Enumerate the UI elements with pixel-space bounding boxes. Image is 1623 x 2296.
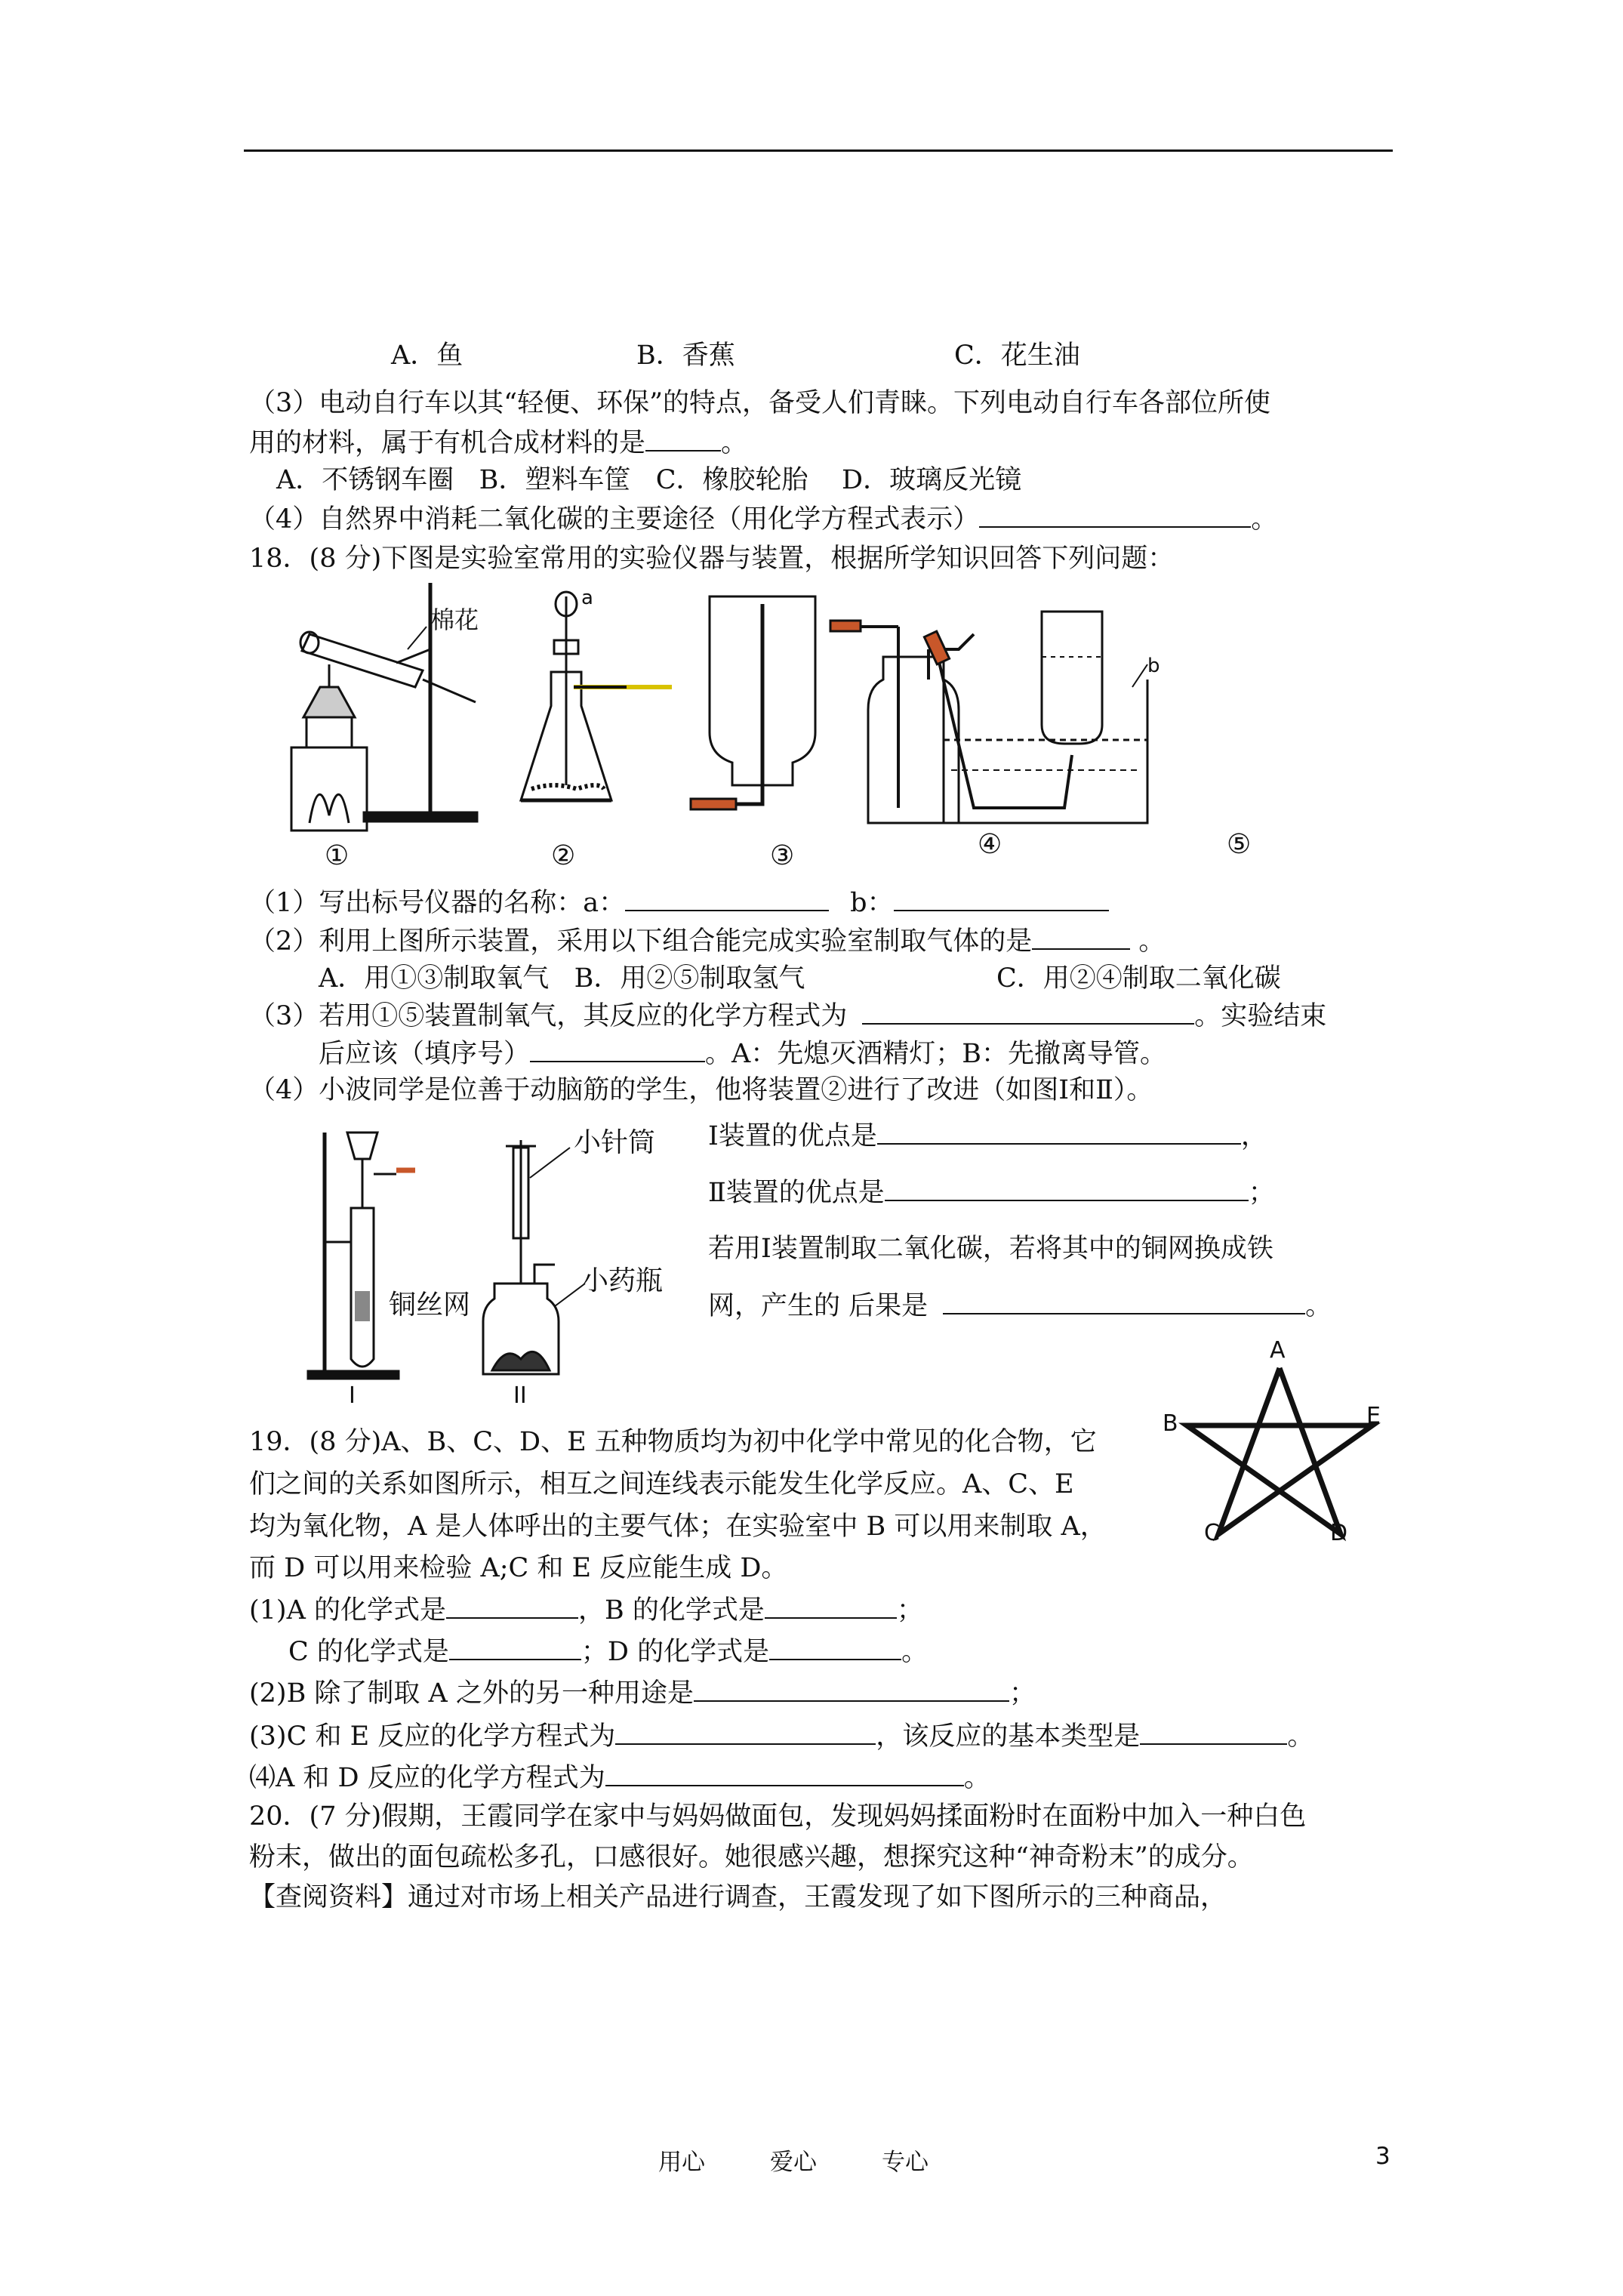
star-label-a: A [1270, 1337, 1286, 1364]
apparatus-2 [521, 592, 672, 800]
q18-part2-option-c: C．用②④制取二氧化碳 [996, 963, 1281, 994]
apparatus-3 [691, 596, 815, 809]
q19-q1-line1: (1)A 的化学式是 ，B 的化学式是 ； [249, 1592, 923, 1629]
q19-q4: ⑷A 和 D 反应的化学方程式为 。 [249, 1759, 990, 1796]
q19-stem-4: 而 D 可以用来检验 A;C 和 E 反应能生成 D。 [249, 1553, 788, 1583]
q19-stem-1: 19．(8 分)A、B、C、D、E 五种物质均为初中化学中常见的化合物，它 [249, 1427, 1097, 1457]
q18-part2-options-ab: A．用①③制取氧气 B．用②⑤制取氢气 [319, 963, 805, 994]
q18-part2: （2）利用上图所示装置，采用以下组合能完成实验室制取气体的是 。 [249, 923, 1165, 960]
copper-mesh-label: 铜丝网 [389, 1290, 471, 1321]
label-I: I [349, 1382, 356, 1409]
cotton-label: 棉花 [430, 606, 479, 634]
star-label-c: C [1204, 1520, 1220, 1546]
pentagram-figure [1163, 1329, 1397, 1548]
label-a: a [581, 587, 593, 609]
apparatus-figure [279, 574, 1366, 876]
q18-part3: （3）若用①⑤装置制氧气，其反应的化学方程式为 。实验结束 [249, 997, 1326, 1034]
number-5: ⑤ [1227, 829, 1252, 860]
improved-apparatus-figure [294, 1117, 694, 1412]
q19-stem-3: 均为氧化物，A 是人体呼出的主要气体；在实验室中 B 可以用来制取 A， [249, 1512, 1107, 1542]
q19-q2: (2)B 除了制取 A 之外的另一种用途是 ； [249, 1675, 1036, 1712]
apparatus-I [308, 1133, 415, 1379]
star-label-e: E [1366, 1403, 1381, 1429]
apparatus-II [483, 1140, 585, 1374]
star-label-b: B [1163, 1410, 1178, 1437]
vial-label: 小药瓶 [581, 1265, 664, 1296]
q18-part4: （4）小波同学是位善于动脑筋的学生，他将装置②进行了改进（如图Ⅰ和Ⅱ）。 [249, 1075, 1153, 1105]
header-rule [244, 149, 1393, 152]
page-number: 3 [1375, 2143, 1390, 2170]
q18-advantage-1: Ⅰ装置的优点是 ， [708, 1117, 1267, 1154]
footer-word-3: 专心 [882, 2149, 929, 2176]
q17-option-b: B．香蕉 [636, 341, 735, 371]
q18-iron-line1: 若用Ⅰ装置制取二氧化碳，若将其中的铜网换成铁 [708, 1234, 1273, 1264]
q19-stem-2: 们之间的关系如图所示，相互之间连线表示能发生化学反应。A、C、E [249, 1469, 1074, 1499]
q19-q1-line2: C 的化学式是 ；D 的化学式是 。 [288, 1633, 928, 1670]
number-3: ③ [770, 840, 795, 871]
footer-word-2: 爱心 [770, 2149, 817, 2176]
q20-stem-2: 粉末，做出的面包疏松多孔，口感很好。她很感兴趣，想探究这种“神奇粉末”的成分。 [249, 1842, 1254, 1872]
q18-stem: 18．(8 分)下图是实验室常用的实验仪器与装置，根据所学知识回答下列问题： [249, 544, 1175, 574]
q19-q3: (3)C 和 E 反应的化学方程式为 ，该反应的基本类型是 。 [249, 1718, 1313, 1755]
q18-part3-cont: 后应该（填序号） 。A：先熄灭酒精灯；B：先撤离导管。 [319, 1035, 1166, 1072]
q20-stem-1: 20．(7 分)假期，王霞同学在家中与妈妈做面包，发现妈妈揉面粉时在面粉中加入一种白色 [249, 1801, 1307, 1832]
footer-word-1: 用心 [658, 2149, 705, 2176]
star-label-d: D [1330, 1520, 1348, 1546]
q18-advantage-2: Ⅱ装置的优点是 ； [708, 1174, 1275, 1211]
q18-part1: （1）写出标号仪器的名称：a： b： [249, 884, 1109, 921]
q17-part3-line1: （3）电动自行车以其“轻便、环保”的特点，备受人们青睐。下列电动自行车各部位所使 [249, 388, 1271, 418]
q20-stem-3: 【查阅资料】通过对市场上相关产品进行调查，王霞发现了如下图所示的三种商品， [249, 1882, 1227, 1912]
q17-option-a: A．鱼 [391, 341, 463, 371]
syringe-label: 小针筒 [574, 1127, 656, 1158]
number-1: ① [325, 840, 350, 871]
q17-part3-options: A．不锈钢车圈 B．塑料车筐 C．橡胶轮胎 D．玻璃反光镜 [276, 465, 1022, 495]
label-b: b [1147, 655, 1160, 677]
q17-part3-line2: 用的材料，属于有机合成材料的是 。 [249, 424, 747, 461]
q17-part4: （4）自然界中消耗二氧化碳的主要途径（用化学方程式表示） 。 [249, 501, 1277, 538]
q17-option-c: C．花生油 [954, 341, 1080, 371]
number-2: ② [551, 840, 576, 871]
label-II: II [513, 1382, 527, 1409]
number-4: ④ [978, 829, 1002, 860]
q18-iron-line2: 网，产生的 后果是 。 [708, 1287, 1332, 1324]
